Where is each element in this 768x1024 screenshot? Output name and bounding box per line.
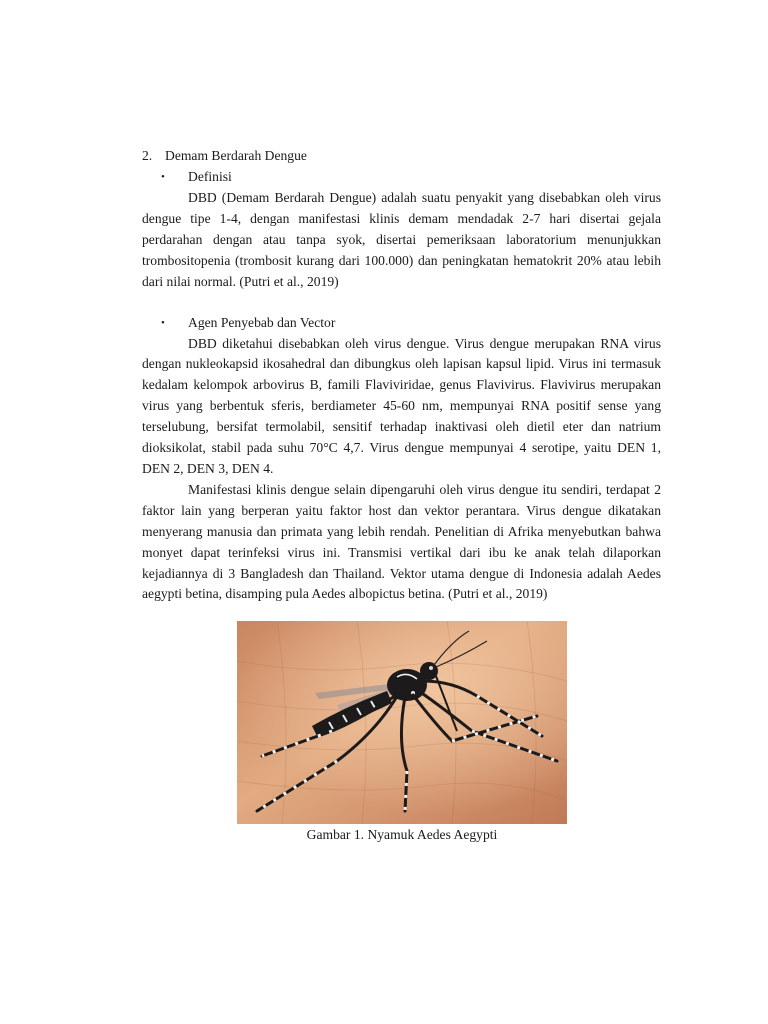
mosquito-photo [237, 621, 567, 824]
figure-caption: Gambar 1. Nyamuk Aedes Aegypti [306, 827, 498, 842]
head [420, 662, 438, 680]
bullet-agen [142, 313, 661, 334]
section-number: 2. [142, 148, 153, 163]
subheading-agen: Agen Penyebab dan Vector [188, 314, 336, 330]
paragraph-definisi: DBD (Demam Berdarah Dengue) adalah suatu penyakit yang disebabkan oleh virus dengue tipe 1-4, dengan manifestasi klinis demam mendadak 2-7 hari disertai gejala perdarahan dengan atau tanpa syok, disertai pemeriksaan laboratorium menunjukkan trombositopenia (trombosit kurang dari 100.000) dan peningkatan hematokrit 20% atau lebih dari nilai normal. (Putri et al., 2019) [142, 190, 661, 289]
subheading-definisi: Definisi [188, 169, 232, 184]
paragraph-agen-1: DBD diketahui disebabkan oleh virus dengue. Virus dengue merupakan RNA virus dengan nukleokapsid ikosahedral dan dibungkus oleh lapisan kapsul lipid. Virus ini termasuk kedalam kelompok arbovirus B, famili Flaviviridae, genus Flavivirus. Flavivirus merupakan virus yang berbentuk sferis, berdiameter 45-60 nm, mempunyai RNA positif sense yang terselubung, bersifat termolabil, sensitif terhadap inaktivasi oleh dietil eter dan natrium dioksikolat, stabil pada suhu 70°C 4,7. Virus dengue mempunyai 4 serotipe, yaitu DEN 1, DEN 2, DEN 3, DEN 4. [142, 335, 661, 476]
bullet-icon: • [161, 316, 165, 329]
paragraph-agen-2: Manifestasi klinis dengue selain dipengaruhi oleh virus dengue itu sendiri, terdapat 2 faktor lain yang berperan yaitu faktor host dan vektor perantara. Virus dengue dikatakan menyerang manusia dan primata yang lebih rendah. Penelitian di Afrika menyebutkan bahwa monyet dapat terinfeksi virus ini. Transmisi vertikal dari ibu ke anak telah dilaporkan kejadiannya di 3 Bangladesh dan Thailand. Vektor utama dengue di Indonesia adalah Aedes aegypti betina, disamping pula Aedes albopictus betina. (Putri et al., 2019) [142, 481, 661, 602]
section-title: Demam Berdarah Dengue [165, 148, 307, 163]
spacer [142, 293, 661, 313]
bullet-icon: • [161, 171, 165, 183]
document-body [142, 146, 661, 605]
section-heading [142, 146, 661, 167]
bullet-definisi [142, 167, 661, 188]
mosquito-illustration [237, 621, 567, 824]
